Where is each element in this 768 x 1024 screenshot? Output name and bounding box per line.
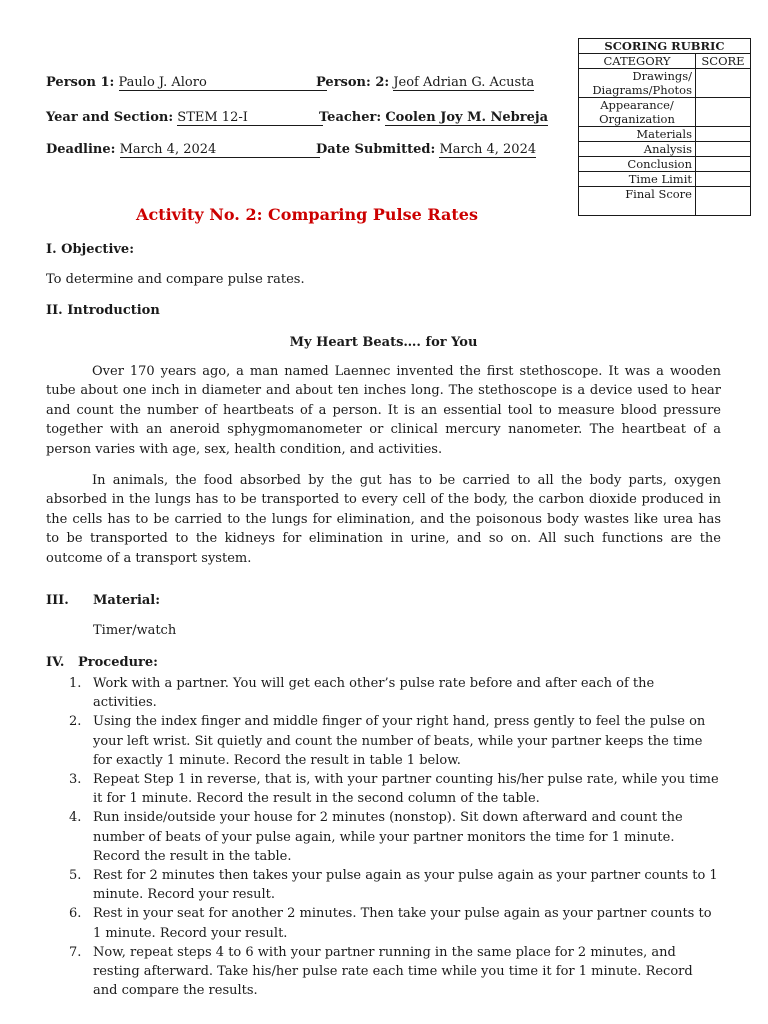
rubric-row-final-score: Final Score: [579, 187, 696, 216]
person2-label: Person: 2:: [316, 75, 390, 90]
date-submitted-label: Date Submitted:: [316, 142, 436, 157]
introduction-subtitle: My Heart Beats…. for You: [289, 335, 478, 350]
teacher-value: Coolen Joy M. Nebreja: [385, 110, 549, 125]
rubric-score-cell[interactable]: [696, 127, 751, 142]
procedure-step: 3. Repeat Step 1 in reverse, that is, with your partner counting his/her pulse rate, while you time it for 1 minute. Record the result in the second column of the table.: [69, 772, 719, 807]
rubric-row-time-limit: Time Limit: [579, 172, 696, 187]
rubric-row-conclusion: Conclusion: [579, 157, 696, 172]
rubric-row-appearance: Appearance/ Organization: [579, 98, 696, 127]
person1-value: Paulo J. Aloro: [119, 75, 327, 91]
procedure-step: 6. Rest in your seat for another 2 minutes. Then take your pulse again as your partner counts to 1 minute. Record your result.: [69, 906, 712, 941]
person2-field: [316, 75, 534, 91]
material-heading: Material:: [93, 593, 161, 608]
rubric-score-cell[interactable]: [696, 69, 751, 98]
objective-heading: I. Objective:: [46, 242, 135, 257]
rubric-score-cell[interactable]: [696, 157, 751, 172]
date-submitted-value: March 4, 2024: [439, 142, 537, 157]
introduction-paragraph-2: In animals, the food absorbed by the gut has to be carried to all the body parts, oxygen absorbed in the lungs has to be transported to every cell of the body, the carbon dioxide produced in the cells has to be carried to the lungs for elimination, and the poisonous body wastes like urea has to be transported to the kidneys for elimination in urine, and so on. All such functions are the outcome of a transport system.: [46, 473, 721, 566]
procedure-step: 1. Work with a partner. You will get each other’s pulse rate before and after each of the activities.: [69, 676, 655, 711]
rubric-row-drawings: Drawings/ Diagrams/Photos: [579, 69, 696, 98]
procedure-step: 4. Run inside/outside your house for 2 minutes (nonstop). Sit down afterward and count the number of beats of your pulse again, while your partner monitors the time for 1 minute. Record the result in the table.: [69, 810, 683, 864]
material-number: III.: [46, 593, 69, 608]
procedure-step: 7. Now, repeat steps 4 to 6 with your partner running in the same place for 2 minutes, and resting afterward. Take his/her pulse rate each time while you time it for 1 minute. Record and compare the results.: [69, 944, 693, 999]
procedure-list: [46, 674, 721, 1000]
rubric-score-cell[interactable]: [696, 187, 751, 216]
rubric-category-header: CATEGORY: [579, 54, 696, 69]
date-submitted-field: [316, 142, 536, 158]
rubric-score-cell[interactable]: [696, 172, 751, 187]
procedure-step: 5. Rest for 2 minutes then takes your pulse again as your pulse again as your partner counts to 1 minute. Record your result.: [69, 868, 718, 903]
objective-text: To determine and compare pulse rates.: [46, 272, 305, 287]
year-section-field: [46, 110, 323, 126]
person1-label: Person 1:: [46, 75, 115, 90]
teacher-field: [319, 110, 548, 126]
person2-value: Jeof Adrian G. Acusta: [393, 75, 535, 90]
rubric-row-materials: Materials: [579, 127, 696, 142]
deadline-label: Deadline:: [46, 142, 116, 157]
rubric-score-cell[interactable]: [696, 98, 751, 127]
introduction-paragraph-1: Over 170 years ago, a man named Laennec invented the first stethoscope. It was a wooden tube about one inch in diameter and about ten inches long. The stethoscope is a device used to hear and count the number of heartbeats of a person. It is an essential tool to measure blood pressure together with an aneroid sphygmomanometer or clinical mercury nanometer. The heartbeat of a person varies with age, sex, health condition, and activities.: [46, 364, 721, 457]
person1-field: [46, 75, 327, 91]
material-item: Timer/watch: [93, 623, 177, 638]
year-section-value: STEM 12-I: [177, 110, 323, 126]
rubric-title: SCORING RUBRIC: [579, 39, 751, 54]
procedure-step: 2. Using the index finger and middle finger of your right hand, press gently to feel the pulse on your left wrist. Sit quietly and count the number of beats, while your partner keeps the time for exactly 1 minute. Record the result in table 1 below.: [69, 714, 706, 768]
scoring-rubric-table: [578, 38, 751, 216]
deadline-field: [46, 142, 320, 158]
rubric-score-cell[interactable]: [696, 142, 751, 157]
year-section-label: Year and Section:: [46, 110, 174, 125]
procedure-heading: IV. Procedure:: [46, 655, 158, 670]
deadline-value: March 4, 2024: [120, 142, 320, 158]
introduction-heading: II. Introduction: [46, 303, 160, 318]
activity-title: Activity No. 2: Comparing Pulse Rates: [136, 205, 478, 224]
rubric-row-analysis: Analysis: [579, 142, 696, 157]
teacher-label: Teacher:: [319, 110, 382, 125]
rubric-score-header: SCORE: [696, 54, 751, 69]
